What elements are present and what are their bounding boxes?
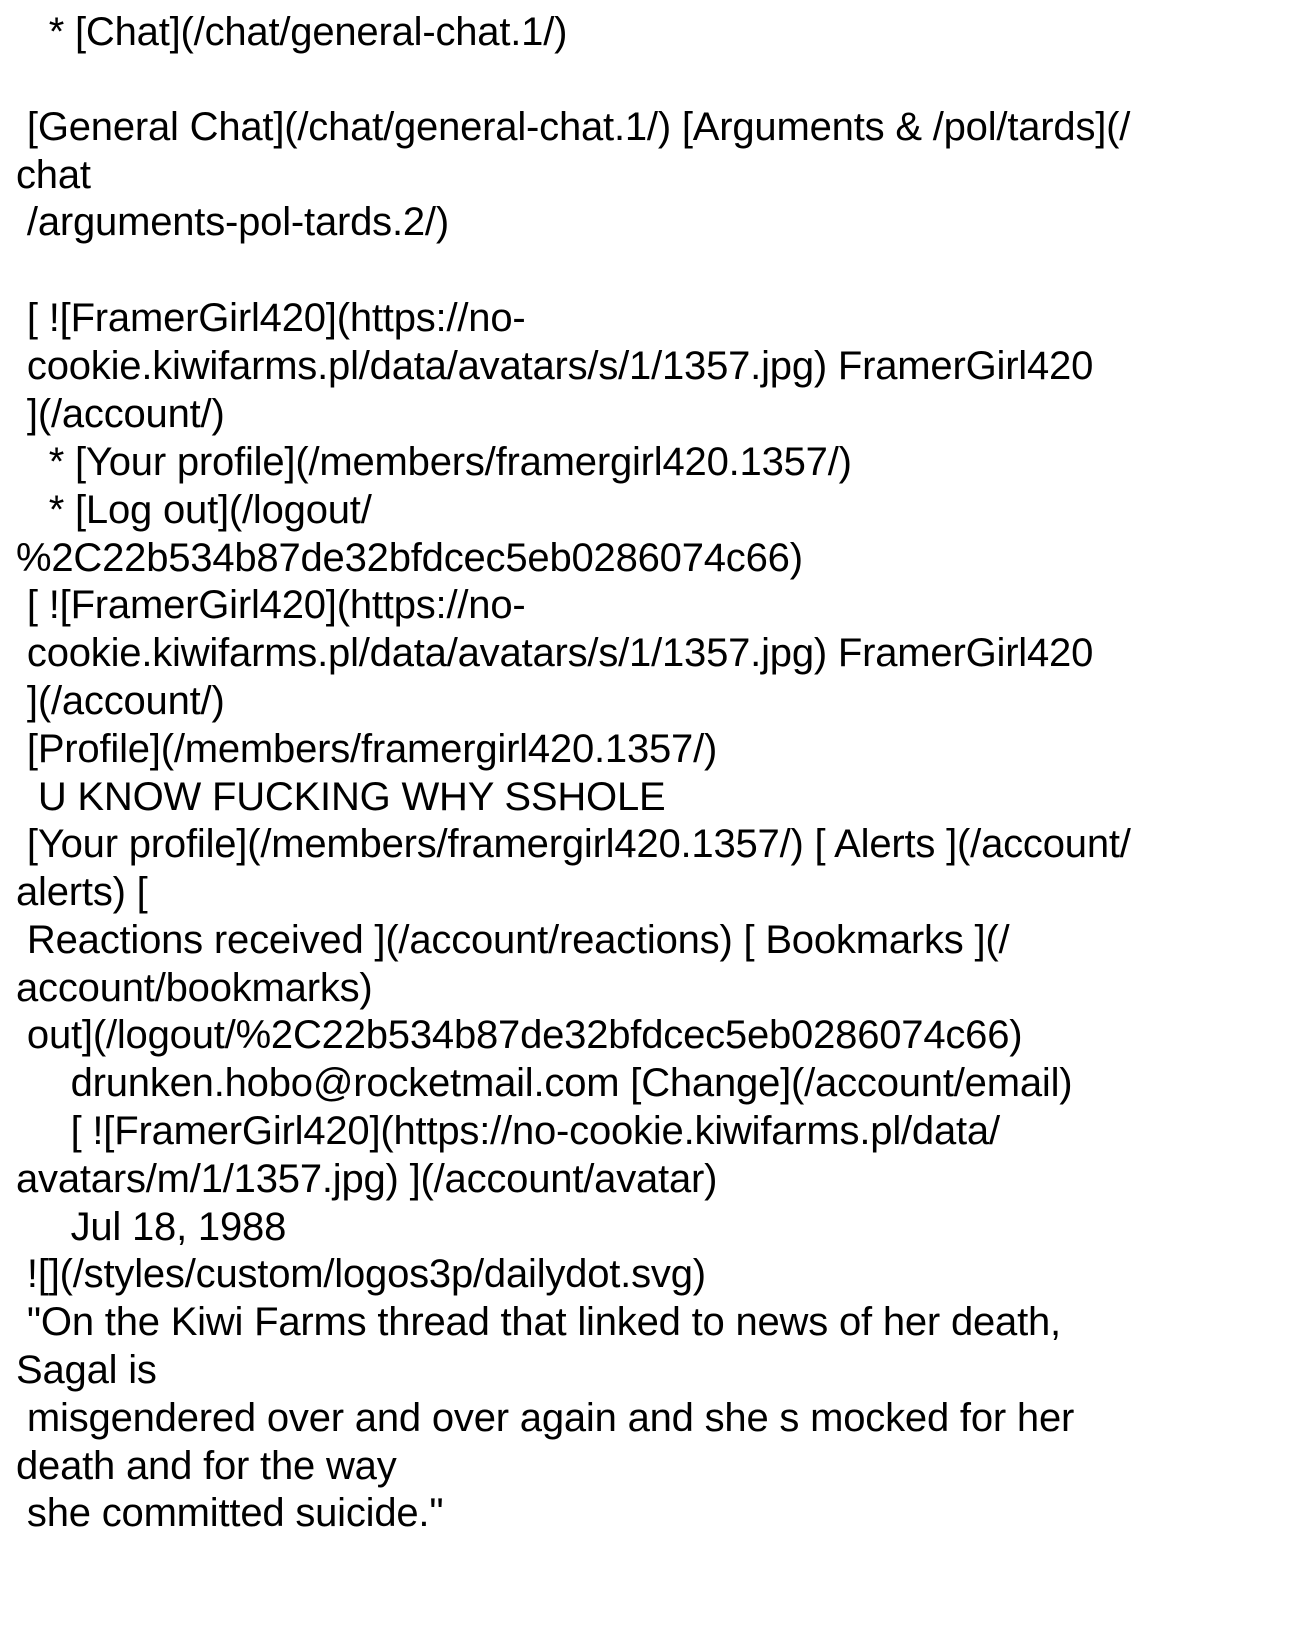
- text-line: Reactions received ](/account/reactions) [ Bookmarks ](/: [16, 918, 1010, 962]
- text-line: drunken.hobo@rocketmail.com [Change](/account/email): [16, 1061, 1073, 1105]
- text-line: U KNOW FUCKING WHY SSHOLE: [16, 775, 666, 819]
- text-line: * [Log out](/logout/: [16, 488, 372, 532]
- text-line: avatars/m/1/1357.jpg) ](/account/avatar): [16, 1157, 718, 1201]
- text-line: chat: [16, 153, 91, 197]
- text-line: account/bookmarks): [16, 966, 373, 1010]
- text-line: death and for the way: [16, 1444, 397, 1488]
- text-line: [Profile](/members/framergirl420.1357/): [16, 727, 718, 771]
- text-line: * [Your profile](/members/framergirl420.1357/): [16, 440, 852, 484]
- text-line: "On the Kiwi Farms thread that linked to news of her death,: [16, 1300, 1061, 1344]
- text-line: Sagal is: [16, 1348, 157, 1392]
- text-line: [ ![FramerGirl420](https://no-cookie.kiwifarms.pl/data/: [16, 1109, 1000, 1153]
- text-line: cookie.kiwifarms.pl/data/avatars/s/1/1357.jpg) FramerGirl420: [16, 631, 1094, 675]
- text-line: she committed suicide.": [16, 1491, 444, 1535]
- text-line: out](/logout/%2C22b534b87de32bfdcec5eb0286074c66): [16, 1013, 1023, 1057]
- text-line: * [Chat](/chat/general-chat.1/): [16, 10, 568, 54]
- text-line: [Your profile](/members/framergirl420.1357/) [ Alerts ](/account/: [16, 822, 1131, 866]
- text-line: ](/account/): [16, 392, 225, 436]
- text-line: [ ![FramerGirl420](https://no-: [16, 296, 526, 340]
- text-line: ](/account/): [16, 679, 225, 723]
- text-line: Jul 18, 1988: [16, 1205, 287, 1249]
- text-line: [ ![FramerGirl420](https://no-: [16, 583, 526, 627]
- text-line: ![](/styles/custom/logos3p/dailydot.svg): [16, 1252, 706, 1296]
- text-line: /arguments-pol-tards.2/): [16, 200, 449, 244]
- text-line: misgendered over and over again and she s mocked for her: [16, 1396, 1075, 1440]
- text-line: [General Chat](/chat/general-chat.1/) [Arguments & /pol/tards](/: [16, 105, 1131, 149]
- text-line: cookie.kiwifarms.pl/data/avatars/s/1/1357.jpg) FramerGirl420: [16, 344, 1094, 388]
- text-line: %2C22b534b87de32bfdcec5eb0286074c66): [16, 536, 803, 580]
- text-line: alerts) [: [16, 870, 148, 914]
